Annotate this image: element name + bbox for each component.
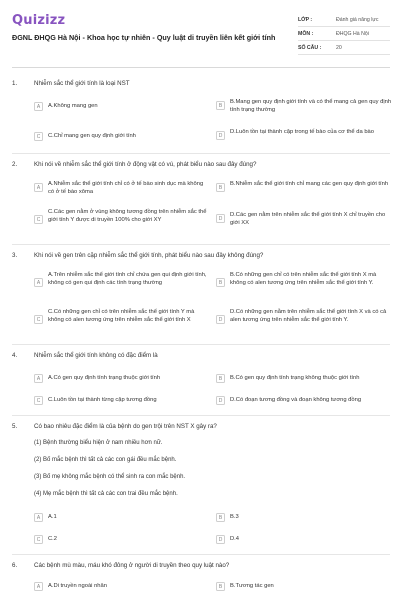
option-b[interactable] bbox=[216, 271, 392, 288]
option-b[interactable] bbox=[216, 180, 392, 192]
statement-4: (4) Mẹ mắc bệnh thì tất cả các con trai đều mắc bệnh. bbox=[34, 491, 178, 497]
question-divider bbox=[12, 344, 390, 345]
option-text: B.Nhiễm sắc thể giới tính chỉ mang các gen quy định giới tính bbox=[230, 181, 389, 187]
option-d[interactable] bbox=[216, 396, 392, 405]
meta-table bbox=[298, 13, 390, 55]
question-text: Nhiễm sắc thể giới tính là loại NST bbox=[34, 80, 130, 87]
option-c[interactable] bbox=[34, 535, 210, 544]
option-letter-box: D bbox=[216, 535, 225, 544]
option-text: A.Không mang gen bbox=[48, 103, 98, 109]
option-letter-box: C bbox=[34, 396, 43, 405]
option-b[interactable] bbox=[216, 98, 392, 115]
option-letter-box: A bbox=[34, 278, 43, 287]
option-letter-box: D bbox=[216, 315, 225, 324]
question-text: Khi nói về gen trên cặp nhiễm sắc thể giới tính, phát biểu nào sau đây không đúng? bbox=[34, 252, 264, 259]
option-a[interactable] bbox=[34, 180, 210, 197]
option-c[interactable] bbox=[34, 308, 210, 325]
option-letter-box: A bbox=[34, 582, 43, 591]
question-number: 3. bbox=[12, 252, 18, 259]
question-text: Khi nói về nhiễm sắc thể giới tính ở động vật có vú, phát biểu nào sau đây đúng? bbox=[34, 161, 257, 168]
question-number: 6. bbox=[12, 562, 18, 569]
meta-value: 20 bbox=[336, 44, 342, 51]
option-text: C.Các gen nằm ở vùng không tương đồng trên nhiễm sắc thể giới tính Y được di truyền 100% cho giới XY bbox=[48, 209, 207, 224]
meta-value: ĐHQG Hà Nội bbox=[336, 30, 369, 37]
option-text: B.Mang gen quy định giới tính và có thể mang cả gen quy định tính trạng thường bbox=[230, 99, 392, 114]
option-a[interactable] bbox=[34, 374, 210, 383]
option-b[interactable] bbox=[216, 582, 392, 591]
option-d[interactable] bbox=[216, 308, 392, 325]
meta-value: Đánh giá năng lực bbox=[336, 16, 379, 23]
option-a[interactable] bbox=[34, 513, 210, 522]
option-text: C.2 bbox=[48, 536, 58, 542]
question-number: 4. bbox=[12, 352, 18, 359]
option-text: B.Có những gen chỉ có trên nhiễm sắc thể giới tính X mà không có alen tương ứng trên nhiễm sắc thể giới tính Y. bbox=[230, 272, 377, 287]
option-letter-box: B bbox=[216, 278, 225, 287]
option-d[interactable] bbox=[216, 535, 392, 544]
option-letter-box: B bbox=[216, 183, 225, 192]
question-divider bbox=[12, 153, 390, 154]
statement-1: (1) Bệnh thường biểu hiện ở nam nhiều hơn nữ. bbox=[34, 440, 163, 446]
option-text: A.Di truyền ngoài nhân bbox=[48, 583, 107, 589]
question-text: Nhiễm sắc thể giới tính không có đặc điểm là bbox=[34, 352, 158, 359]
meta-row-count bbox=[298, 41, 390, 55]
option-letter-box: B bbox=[216, 374, 225, 383]
meta-key: LỚP : bbox=[298, 16, 313, 23]
meta-key: MÔN : bbox=[298, 30, 314, 37]
option-text: B.Có gen quy định tính trạng không thuộc giới tính bbox=[230, 375, 360, 381]
option-text: B.3 bbox=[230, 514, 239, 520]
option-letter-box: C bbox=[34, 215, 43, 224]
option-letter-box: A bbox=[34, 102, 43, 111]
option-letter-box: B bbox=[216, 513, 225, 522]
quizizz-logo: Quizizz bbox=[12, 13, 66, 28]
option-text: A.Trên nhiễm sắc thể giới tính chỉ chứa gen qui định giới tính, không có gen qui định các tính trạng thường bbox=[48, 272, 207, 287]
option-letter-box: C bbox=[34, 315, 43, 324]
option-text: D.Có những gen nằm trên nhiễm sắc thể giới tính X và có cả alen tương ứng trên nhiễm sắc thể giới tính Y. bbox=[230, 309, 387, 324]
option-text: D.Luôn tồn tại thành cặp trong tế bào của cơ thể da bào bbox=[230, 129, 374, 135]
option-text: B.Tương tác gen bbox=[230, 583, 274, 589]
option-b[interactable] bbox=[216, 513, 392, 522]
option-letter-box: D bbox=[216, 396, 225, 405]
option-text: A.Có gen quy định tính trạng thuộc giới tính bbox=[48, 375, 161, 381]
option-text: D.4 bbox=[230, 536, 240, 542]
question-number: 5. bbox=[12, 423, 18, 430]
option-text: D.Các gen nằm trên nhiễm sắc thể giới tính X chỉ truyền cho giới XX bbox=[230, 212, 386, 227]
question-text: Các bệnh mù màu, máu khó đông ở người di truyền theo quy luật nào? bbox=[34, 562, 230, 569]
question-divider bbox=[12, 415, 390, 416]
statement-2: (2) Bố mắc bệnh thì tất cả các con gái đều mắc bệnh. bbox=[34, 457, 177, 463]
option-text: A.1 bbox=[48, 514, 57, 520]
page-title: ĐGNL ĐHQG Hà Nội - Khoa học tự nhiên - Quy luật di truyền liên kết giới tính bbox=[12, 33, 276, 42]
option-letter-box: A bbox=[34, 183, 43, 192]
option-text: C.Luôn tồn tại thành từng cặp tương đồng bbox=[48, 397, 157, 403]
question-number: 2. bbox=[12, 161, 18, 168]
option-d[interactable] bbox=[216, 128, 392, 140]
question-divider bbox=[12, 244, 390, 245]
question-number: 1. bbox=[12, 80, 18, 87]
option-letter-box: B bbox=[216, 582, 225, 591]
option-letter-box: D bbox=[216, 214, 225, 223]
meta-row-class bbox=[298, 13, 390, 27]
option-letter-box: A bbox=[34, 513, 43, 522]
option-text: C.Chỉ mang gen quy định giới tính bbox=[48, 133, 136, 139]
meta-row-subject bbox=[298, 27, 390, 41]
option-a[interactable] bbox=[34, 102, 210, 111]
option-text: A.Nhiễm sắc thể giới tính chỉ có ở tế bào sinh dục mà không có ở tế bào xôma bbox=[48, 181, 204, 196]
option-b[interactable] bbox=[216, 374, 392, 383]
option-a[interactable] bbox=[34, 582, 210, 591]
option-a[interactable] bbox=[34, 271, 210, 288]
question-divider bbox=[12, 554, 390, 555]
option-d[interactable] bbox=[216, 211, 392, 228]
statement-3: (3) Bố mẹ không mắc bệnh có thể sinh ra con mắc bệnh. bbox=[34, 474, 186, 480]
question-text: Có bao nhiêu đặc điểm là của bệnh do gen trội trên NST X gây ra? bbox=[34, 423, 217, 430]
option-c[interactable] bbox=[34, 208, 210, 225]
option-c[interactable] bbox=[34, 132, 210, 141]
option-text: C.Có những gen chỉ có trên nhiễm sắc thể giới tính Y mà không có alen tương ứng trên nhiễm sắc thể giới tính X bbox=[48, 309, 195, 324]
option-letter-box: A bbox=[34, 374, 43, 383]
option-letter-box: C bbox=[34, 132, 43, 141]
option-c[interactable] bbox=[34, 396, 210, 405]
header-divider bbox=[12, 67, 390, 68]
meta-key: SỐ CÂU : bbox=[298, 44, 322, 51]
option-letter-box: B bbox=[216, 101, 225, 110]
option-letter-box: D bbox=[216, 131, 225, 140]
option-letter-box: C bbox=[34, 535, 43, 544]
option-text: D.Có đoạn tương đồng và đoạn không tương đồng bbox=[230, 397, 362, 403]
